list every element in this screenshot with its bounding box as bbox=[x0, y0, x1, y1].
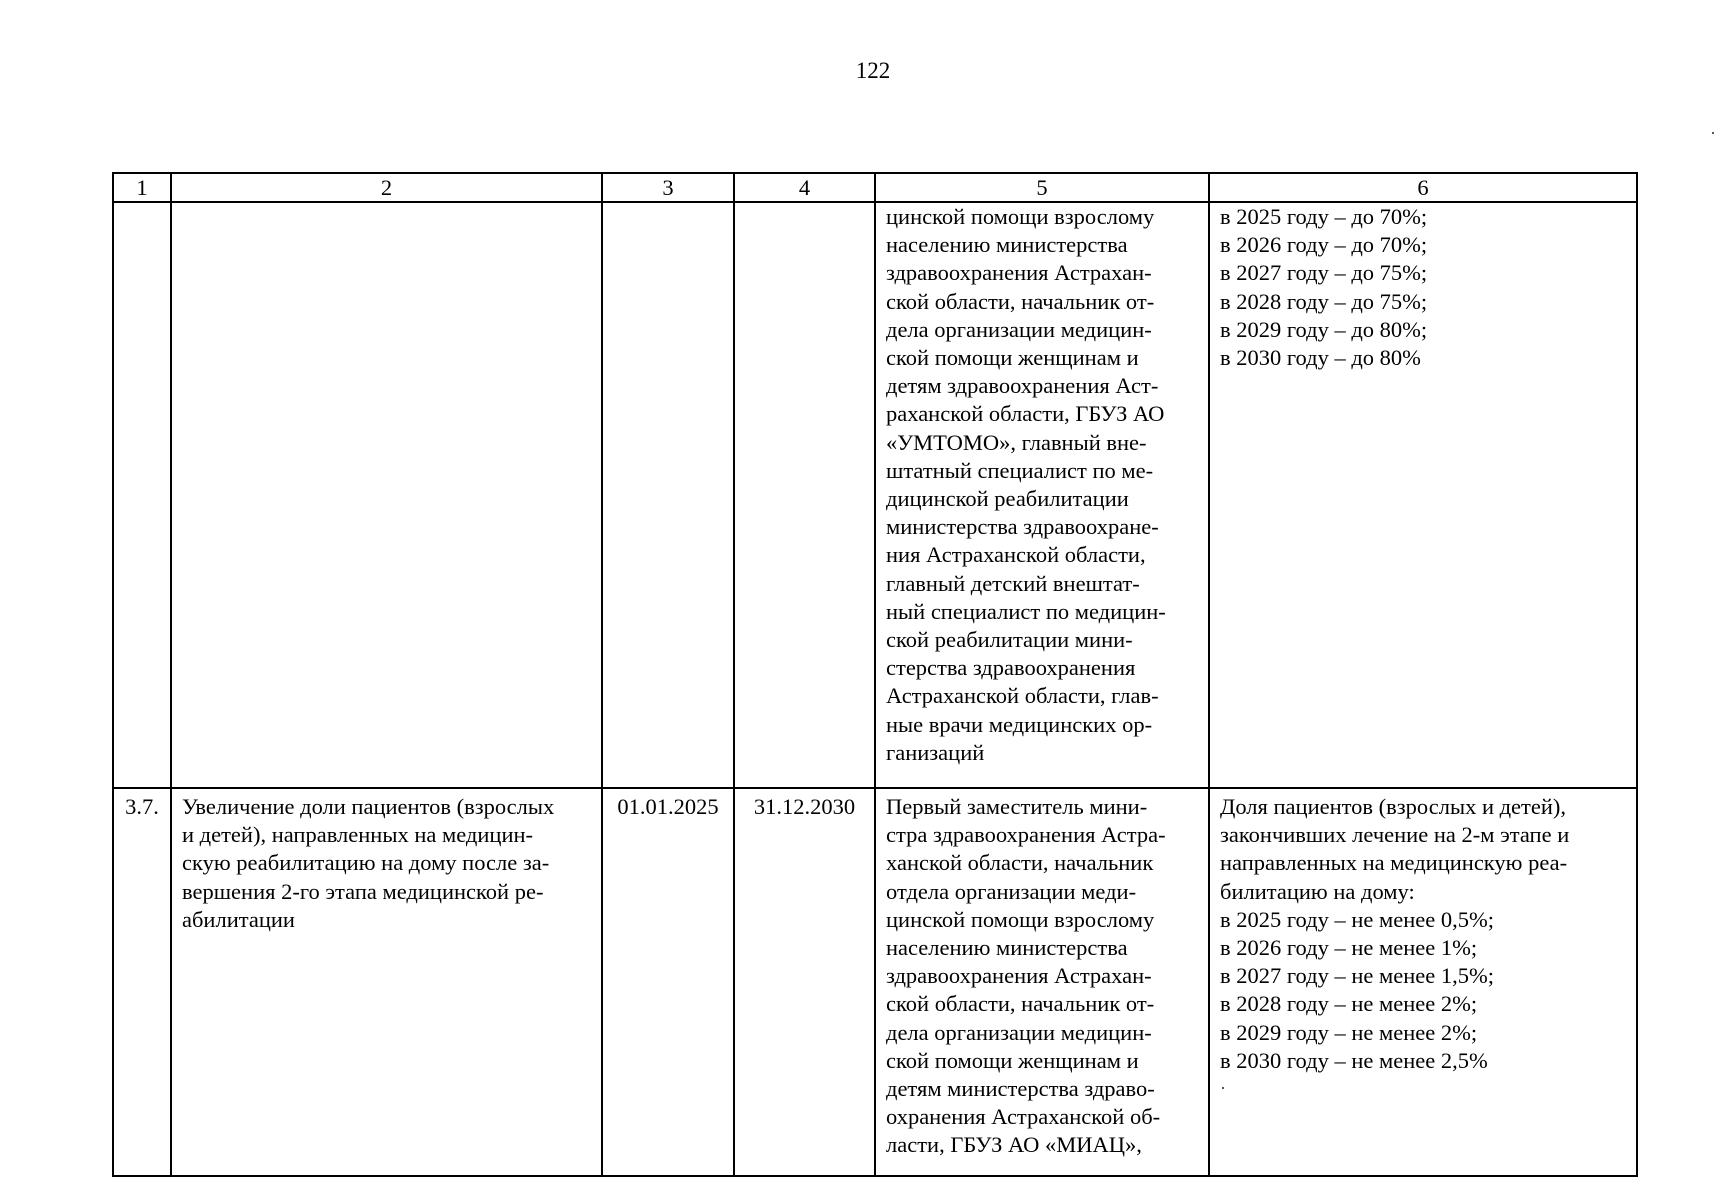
table-row-3-7 bbox=[113, 788, 1637, 1176]
cell-start-date bbox=[602, 202, 734, 788]
cell-start-date: 01.01.2025 bbox=[602, 788, 734, 1176]
header-col-3: 3 bbox=[602, 173, 734, 202]
header-col-2: 2 bbox=[171, 173, 602, 202]
cell-result: Доля пациентов (взрослых и детей), закончивших лечение на 2-м этапе и направленных на медицинскую реа- билитацию на дому: в 2025 году – не менее 0,5%; в 2026 году – не менее 1%; в 2027 году – не менее 1,5%; в 2028 году – не менее 2%; в 2029 году – не менее 2%; в 2030 году – не менее 2,5% bbox=[1209, 788, 1637, 1176]
header-col-6: 6 bbox=[1209, 173, 1637, 202]
cell-end-date: 31.12.2030 bbox=[734, 788, 875, 1176]
cell-number: 3.7. bbox=[113, 788, 171, 1176]
header-col-5: 5 bbox=[875, 173, 1209, 202]
table-row-continued bbox=[113, 202, 1637, 788]
cell-activity bbox=[171, 202, 602, 788]
cell-responsible: цинской помощи взрослому населению министерства здравоохранения Астрахан- ской области, начальник от- дела организации медицин- ской помощи женщинам и детям здравоохранения Аст- раханской области, ГБУЗ АО «УМТОМО», главный вне- штатный специалист по ме- дицинской реабилитации министерства здравоохране- ния Астраханской области, главный детский внештат- ный специалист по медицин- ской реабилитации мини- стерства здравоохранения Астраханской области, глав- ные врачи медицинских ор- ганизаций bbox=[875, 202, 1209, 788]
cell-end-date bbox=[734, 202, 875, 788]
cell-number bbox=[113, 202, 171, 788]
cell-responsible: Первый заместитель мини- стра здравоохранения Астра- ханской области, начальник отдела организации меди- цинской помощи взрослому населению министерства здравоохранения Астрахан- ской области, начальник от- дела организации медицин- ской помощи женщинам и детям министерства здраво- охранения Астраханской об- ласти, ГБУЗ АО «МИАЦ», bbox=[875, 788, 1209, 1176]
header-col-4: 4 bbox=[734, 173, 875, 202]
header-col-1: 1 bbox=[113, 173, 171, 202]
scan-speck bbox=[1222, 1087, 1224, 1089]
cell-result: в 2025 году – до 70%; в 2026 году – до 70%; в 2027 году – до 75%; в 2028 году – до 75%; в 2029 году – до 80%; в 2030 году – до 80% bbox=[1209, 202, 1637, 788]
cell-activity: Увеличение доли пациентов (взрослых и детей), направленных на медицин- скую реабилитацию на дому после за- вершения 2-го этапа медицинской ре- абилитации bbox=[171, 788, 602, 1176]
scan-speck bbox=[1712, 132, 1714, 134]
table-header-row bbox=[113, 173, 1637, 202]
page-number: 122 bbox=[855, 58, 891, 83]
plan-table bbox=[112, 172, 1638, 1177]
